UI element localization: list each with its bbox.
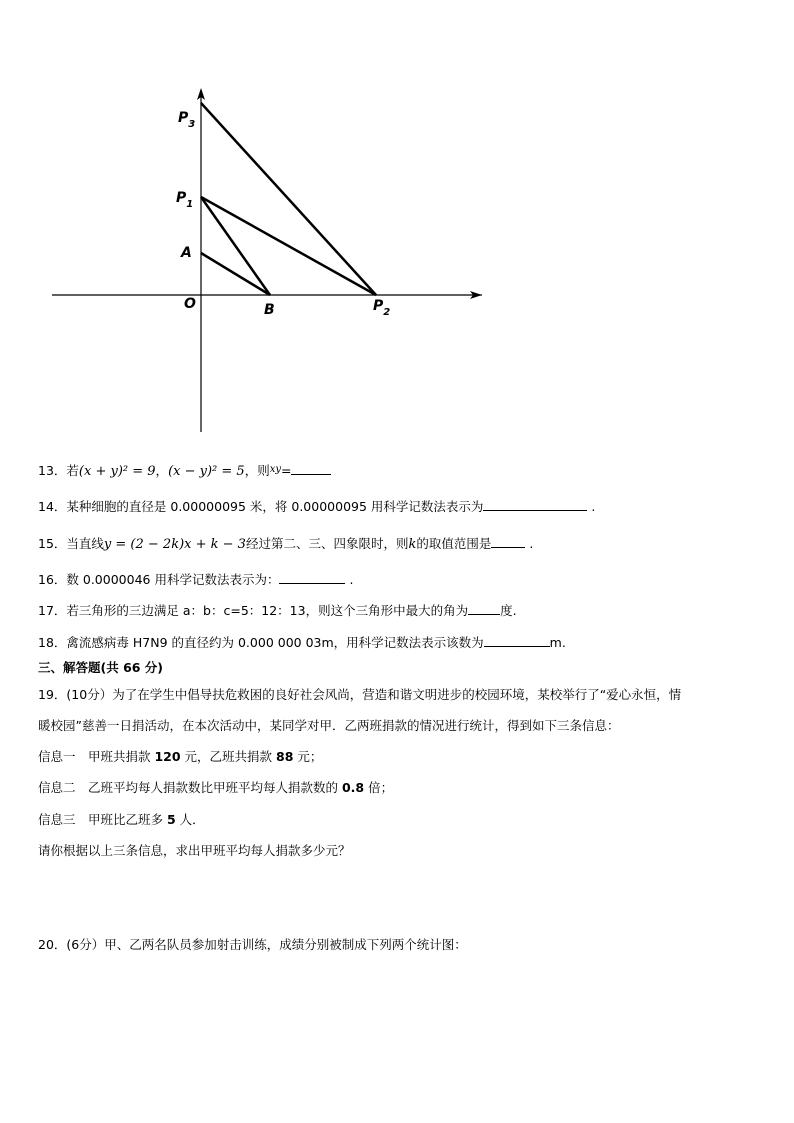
q15-k: k: [408, 537, 417, 552]
q13-number: 13．: [38, 463, 67, 478]
segment-p3-p2: [201, 103, 376, 295]
q15-number: 15．: [38, 536, 67, 551]
q19-line-1: 19．(10分）为了在学生中倡导扶危救困的良好社会风尚，营造和谐文明进步的校园环境，某校举行了“爱心永恒，情: [38, 687, 682, 702]
q17-text: 17．若三角形的三边满足 a：b：c=5：12：13，则这个三角形中最大的角为: [38, 603, 469, 618]
q19-info-3: [38, 812, 205, 828]
q13-answer-blank[interactable]: [291, 462, 331, 475]
coordinate-figure: [0, 0, 794, 450]
q18-answer-blank[interactable]: [484, 634, 550, 647]
question-17: [38, 602, 517, 619]
segment-p1-b: [201, 197, 270, 295]
q19-info1-b: 120: [154, 749, 181, 764]
segment-p1-p2: [201, 197, 376, 295]
label-b: B: [264, 302, 275, 318]
label-p2: $P_2$: [373, 298, 391, 318]
q19-info2-b: 0.8: [341, 780, 365, 795]
label-p1: $P_1$: [176, 190, 194, 210]
q19-info3-c: 人．: [175, 812, 205, 827]
q16-answer-blank[interactable]: [279, 571, 345, 584]
q13-text-pre: 若: [66, 463, 79, 478]
q13-xy: xy: [269, 464, 281, 475]
q13-text-mid: ，则: [244, 463, 270, 478]
q19-info1-c: 元，乙班共捐款: [180, 749, 277, 764]
q15-end: .: [529, 536, 534, 551]
q14-answer-blank[interactable]: [483, 498, 587, 511]
question-14: [38, 498, 595, 515]
label-o: O: [184, 296, 196, 312]
q15-text-post: 的取值范围是: [416, 536, 492, 551]
q14-text: 14．某种细胞的直径是 0.00000095 米，将 0.00000095 用科学记数法表示为: [38, 499, 484, 514]
segment-a-b: [201, 253, 270, 295]
q13-separator: ，: [155, 463, 169, 478]
question-15: [38, 535, 533, 553]
q13-equals: =: [281, 463, 292, 478]
question-20: 20．(6分）甲、乙两名队员参加射击训练，成绩分别被制成下列两个统计图：: [38, 937, 467, 952]
q17-end: 度.: [500, 603, 517, 618]
q19-info3-b: 5: [166, 812, 176, 827]
q13-equation-2: (x − y)² = 5: [168, 464, 245, 479]
question-18: [38, 634, 566, 651]
section-3-heading: 三、解答题(共 66 分): [38, 660, 164, 675]
q15-answer-blank[interactable]: [491, 535, 525, 548]
q19-info1-d: 88: [276, 749, 294, 764]
q16-end: .: [349, 572, 354, 587]
q19-info2-a: 信息二 乙班平均每人捐款数比甲班平均每人捐款数的: [38, 780, 342, 795]
q15-text-mid: 经过第二、三、四象限时，则: [245, 536, 409, 551]
question-16: [38, 571, 353, 588]
q18-text: 18．禽流感病毒 H7N9 的直径约为 0.000 000 03m，用科学记数法表示该数为: [38, 635, 484, 650]
q15-text-pre: 当直线: [66, 536, 104, 551]
q19-info2-c: 倍；: [364, 780, 394, 795]
q18-end: m.: [549, 635, 566, 650]
q19-info1-a: 信息一 甲班共捐款: [38, 749, 155, 764]
question-13: [38, 462, 331, 480]
label-a: A: [181, 245, 192, 261]
label-p3: $P_3$: [178, 110, 196, 130]
q19-info3-a: 信息三 甲班比乙班多: [38, 812, 167, 827]
q19-line-2: 暖校园”慈善一日捐活动，在本次活动中，某同学对甲．乙两班捐款的情况进行统计，得到如下三条信息：: [38, 718, 620, 733]
q19-question: 请你根据以上三条信息，求出甲班平均每人捐款多少元？: [38, 843, 351, 858]
q17-answer-blank[interactable]: [468, 602, 500, 615]
q16-text: 16．数 0.0000046 用科学记数法表示为：: [38, 572, 280, 587]
q13-equation-1: (x + y)² = 9: [78, 464, 156, 479]
q14-end: .: [591, 499, 596, 514]
q15-equation: y = (2 − 2k)x + k − 3: [103, 537, 246, 552]
q19-info-1: [38, 749, 322, 765]
q19-info1-e: 元；: [293, 749, 323, 764]
q19-info-2: [38, 780, 393, 796]
